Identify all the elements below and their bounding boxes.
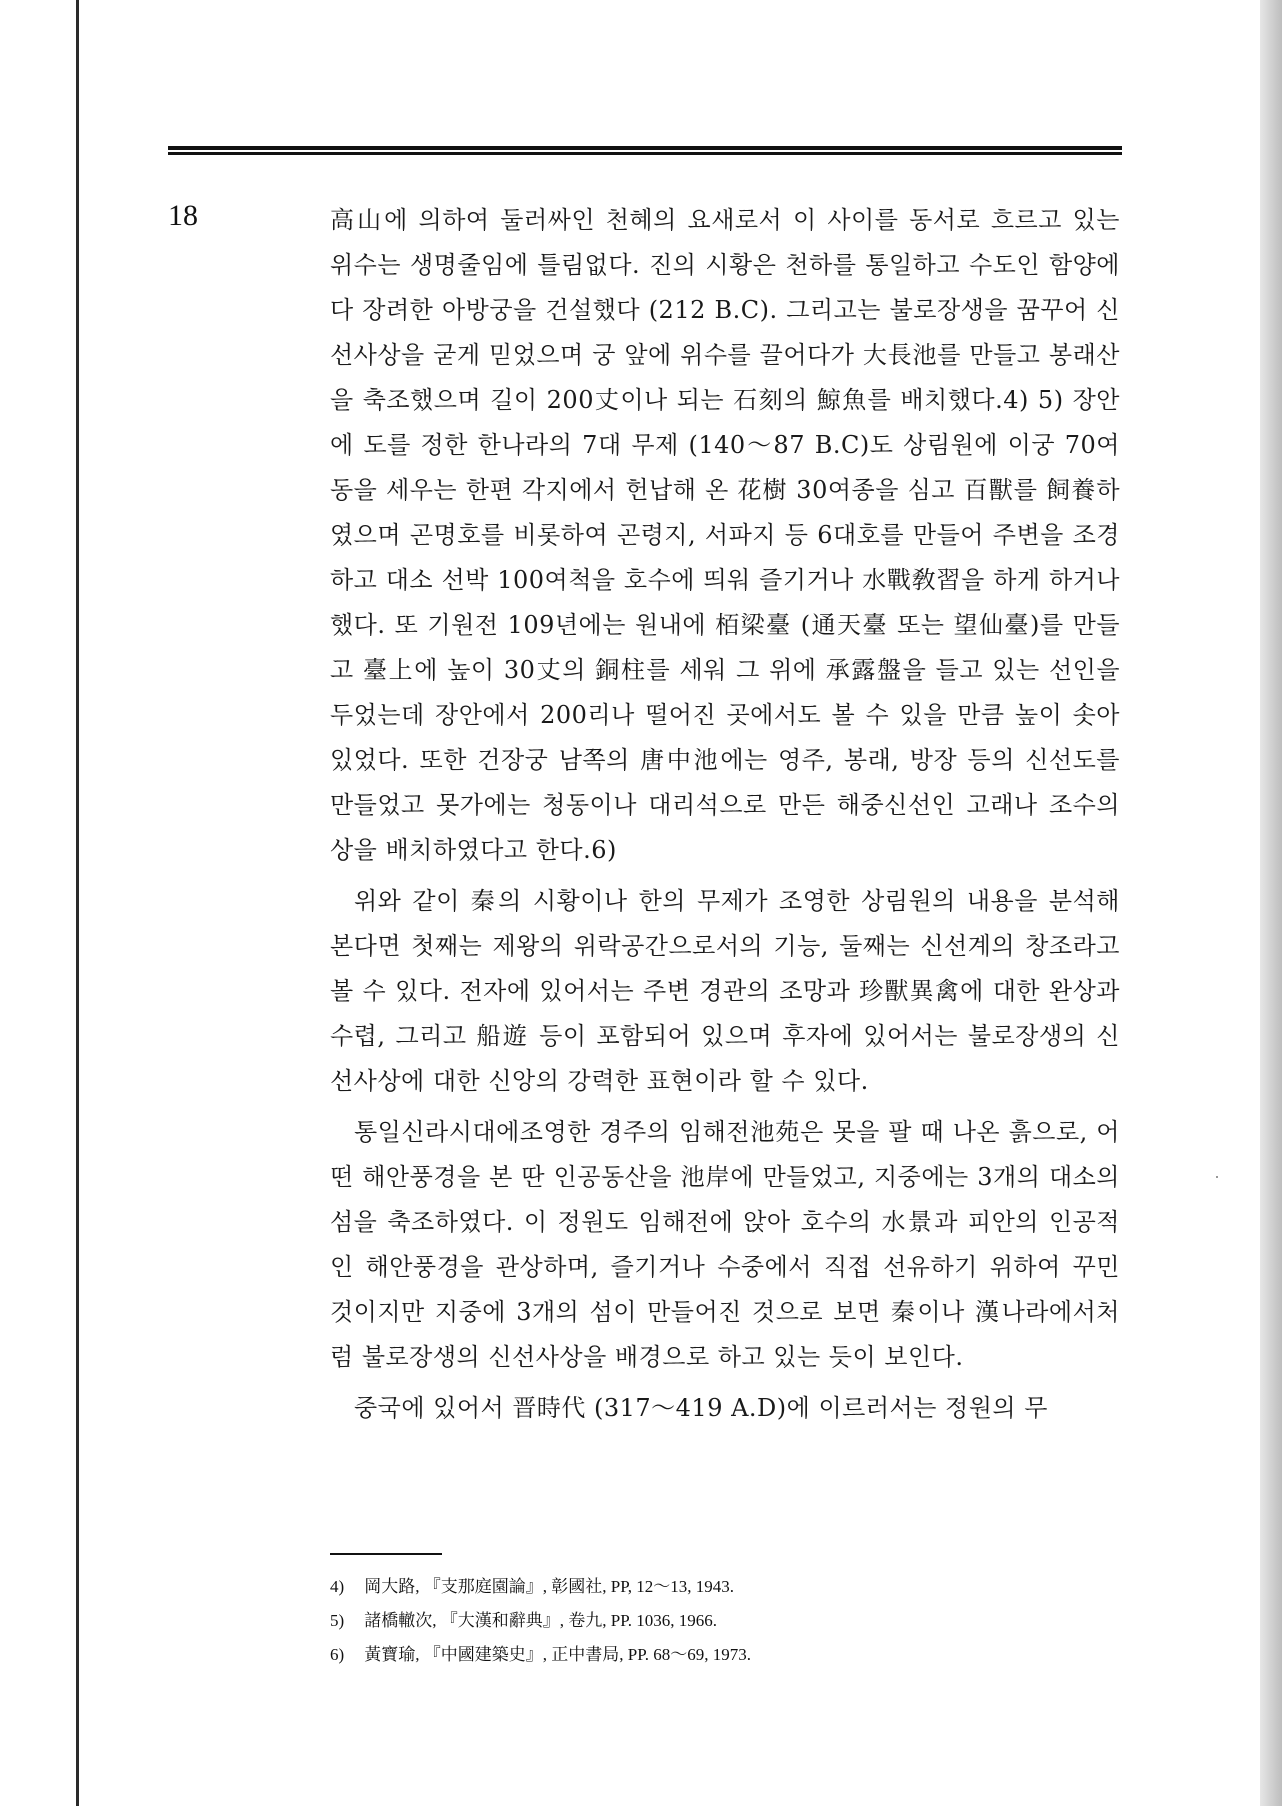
- footnote-text: 諸橋轍次, 『大漢和辭典』, 卷九, PP. 1036, 1966.: [364, 1611, 718, 1630]
- footnote: [330, 1604, 1120, 1638]
- footnote-number: 5): [330, 1611, 345, 1630]
- footnote: [330, 1570, 1120, 1604]
- page-number: 18: [168, 199, 198, 232]
- scan-speck: [1216, 1176, 1218, 1178]
- paragraph: 위와 같이 秦의 시황이나 한의 무제가 조영한 상림원의 내용을 분석해 본다면 첫째는 제왕의 위락공간으로서의 기능, 둘째는 신선계의 창조라고 볼 수 있다. 전자에 있어서는 주변 경관의 조망과 珍獸異禽에 대한 완상과 수렵, 그리고 船遊 등이 포함되어 있으며 후자에 있어서는 불로장생의 신선사상에 대한 신앙의 강력한 표현이라 할 수 있다.: [330, 887, 1120, 1095]
- paragraph: 통일신라시대에조영한 경주의 임해전池苑은 못을 팔 때 나온 흙으로, 어떤 해안풍경을 본 딴 인공동산을 池岸에 만들었고, 지중에는 3개의 대소의 섬을 축조하였다. 이 정원도 임해전에 앉아 호수의 水景과 피안의 인공적인 해안풍경을 관상하며, 즐기거나 수중에서 직접 선유하기 위하여 꾸민 것이지만 지중에 3개의 섬이 만들어진 것으로 보면 秦이나 漢나라에서처럼 불로장생의 신선사상을 배경으로 하고 있는 듯이 보인다.: [330, 1118, 1120, 1371]
- paragraph: 高山에 의하여 둘러싸인 천혜의 요새로서 이 사이를 동서로 흐르고 있는 위수는 생명줄임에 틀림없다. 진의 시황은 천하를 통일하고 수도인 함양에다 장려한 아방궁을 건설했다 (212 B.C). 그리고는 불로장생을 꿈꾸어 신선사상을 굳게 믿었으며 궁 앞에 위수를 끌어다가 大長池를 만들고 봉래산을 축조했으며 길이 200丈이나 되는 石刻의 鯨魚를 배치했다.4) 5) 장안에 도를 정한 한나라의 7대 무제 (140～87 B.C)도 상림원에 이궁 70여동을 세우는 한편 각지에서 헌납해 온 花樹 30여종을 심고 百獸를 飼養하였으며 곤명호를 비롯하여 곤령지, 서파지 등 6대호를 만들어 주변을 조경하고 대소 선박 100여척을 호수에 띄워 즐기거나 水戰敎習을 하게 하거나 했다. 또 기원전 109년에는 원내에 栢梁臺 (通天臺 또는 望仙臺)를 만들고 臺上에 높이 30丈의 銅柱를 세워 그 위에 承露盤을 들고 있는 선인을 두었는데 장안에서 200리나 떨어진 곳에서도 볼 수 있을 만큼 높이 솟아 있었다. 또한 건장궁 남쪽의 唐中池에는 영주, 봉래, 방장 등의 신선도를 만들었고 못가에는 청동이나 대리석으로 만든 해중신선인 고래나 조수의 상을 배치하였다고 한다.6): [330, 206, 1120, 864]
- header-rule: [168, 146, 1122, 155]
- footnote-rule: [330, 1553, 442, 1555]
- body-text: [330, 198, 1120, 1437]
- footnotes: [330, 1570, 1120, 1672]
- page-edge-left: [76, 0, 79, 1806]
- footnote-text: 黃寶瑜, 『中國建築史』, 正中書局, PP. 68～69, 1973.: [364, 1645, 752, 1664]
- paragraph: 중국에 있어서 晋時代 (317～419 A.D)에 이르러서는 정원의 무: [354, 1394, 1048, 1422]
- footnote-text: 岡大路, 『支那庭園論』, 彰國社, PP, 12～13, 1943.: [364, 1577, 735, 1596]
- footnote-number: 6): [330, 1645, 345, 1664]
- footnote-number: 4): [330, 1577, 345, 1596]
- page-edge-right: [1260, 0, 1282, 1806]
- footnote: [330, 1638, 1120, 1672]
